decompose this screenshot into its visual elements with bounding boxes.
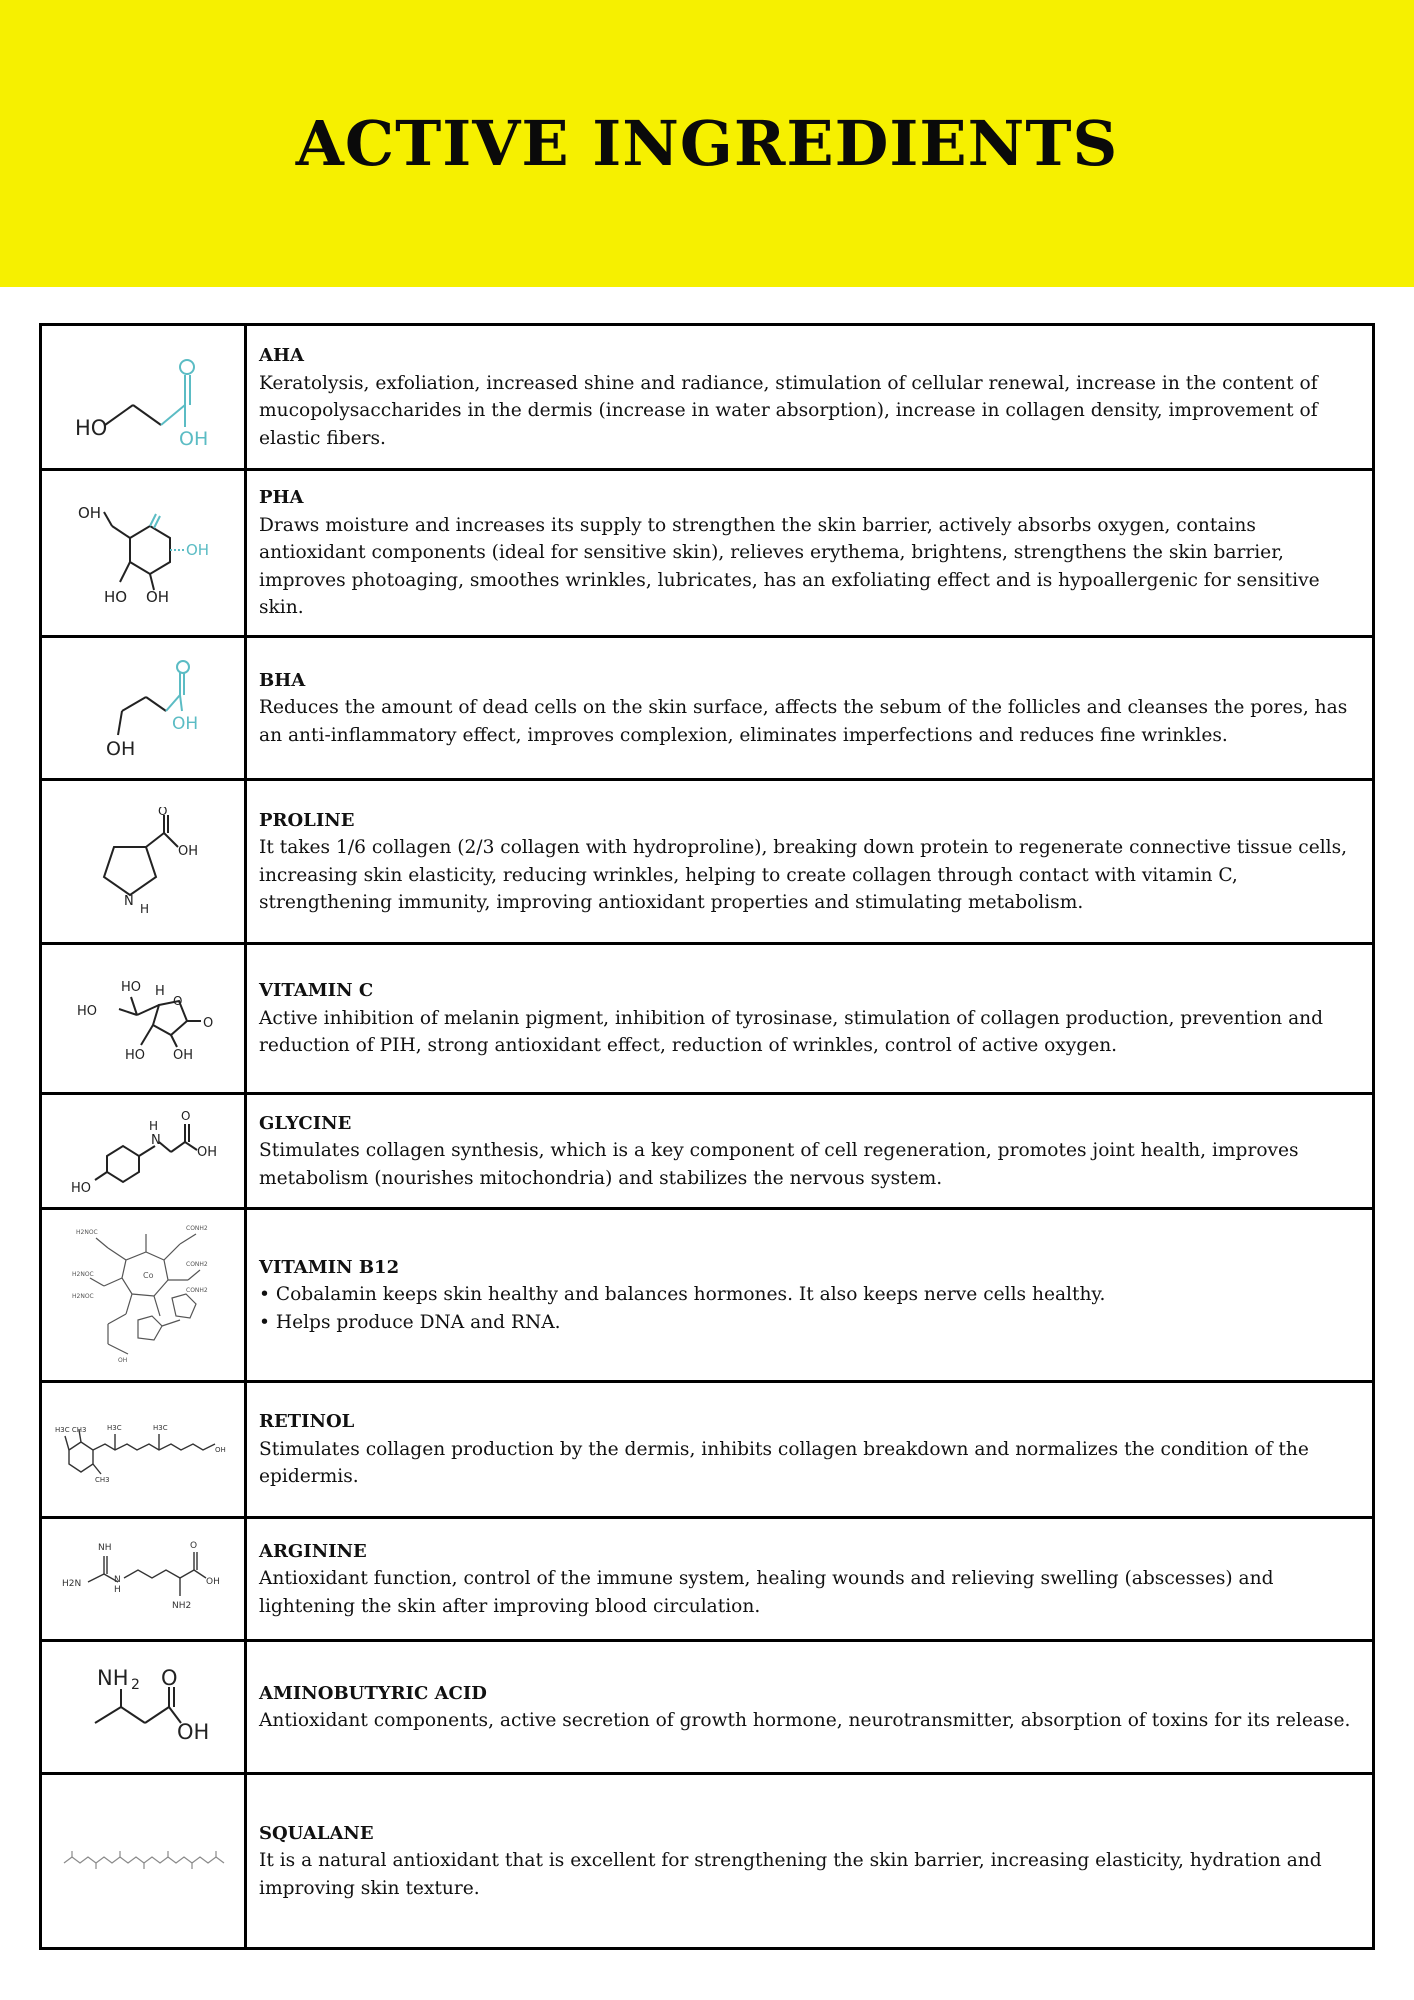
svg-text:CONH2: CONH2 xyxy=(186,1287,208,1294)
svg-text:N: N xyxy=(151,1133,161,1148)
ingredient-description xyxy=(246,780,1374,944)
ingredient-name: SQUALANE xyxy=(259,1822,374,1844)
page-title: ACTIVE INGREDIENTS xyxy=(295,107,1119,180)
svg-text:OH: OH xyxy=(215,1445,226,1454)
svg-text:NH2: NH2 xyxy=(172,1601,192,1611)
ingredient-name: VITAMIN C xyxy=(259,980,374,1002)
svg-text:OH: OH xyxy=(118,1357,128,1364)
svg-text:Co: Co xyxy=(143,1271,154,1280)
proline-structure-icon xyxy=(68,807,218,917)
svg-text:H2NOC: H2NOC xyxy=(72,1271,94,1278)
svg-text:H: H xyxy=(155,983,165,999)
svg-text:OH: OH xyxy=(197,1145,218,1160)
ingredient-description xyxy=(246,637,1374,780)
svg-text:HO: HO xyxy=(75,416,108,440)
ingredient-description xyxy=(246,1094,1374,1209)
ascorbic-acid-structure-icon xyxy=(63,969,223,1069)
svg-text:H: H xyxy=(114,1585,121,1595)
ingredient-name: AMINOBUTYRIC ACID xyxy=(259,1682,487,1704)
table-row xyxy=(41,944,1374,1094)
table-row xyxy=(41,325,1374,470)
ingredient-description xyxy=(246,1641,1374,1774)
ingredient-name: BHA xyxy=(259,669,306,691)
svg-text:OH: OH xyxy=(177,1720,210,1744)
ingredient-description xyxy=(246,1209,1374,1382)
table-row xyxy=(41,780,1374,944)
ingredient-text: It takes 1/6 collagen (2/3 collagen with hydroproline), breaking down protein to regenerate connective tissue cells, increasing skin elasticity, reducing wrinkles, helping to create collagen through contact with vitamin C, strengthening immunity, improving antioxidant properties and stimulating metabolism. xyxy=(259,837,1348,913)
svg-text:NH: NH xyxy=(98,1543,112,1553)
hydroxypropanoic-acid-structure-icon xyxy=(68,653,218,763)
svg-text:O: O xyxy=(181,1109,191,1123)
ingredient-text: Stimulates collagen synthesis, which is a key component of cell regeneration, promotes joint health, improves metabolism (nourishes mitochondria) and stabilizes the nervous system. xyxy=(259,1140,1299,1189)
svg-text:O: O xyxy=(190,1541,198,1551)
glycine-derivative-structure-icon xyxy=(63,1106,223,1196)
ingredient-name: PHA xyxy=(259,487,304,509)
cobalamin-structure-icon xyxy=(68,1220,218,1370)
structure-cell xyxy=(41,637,246,780)
svg-text:N: N xyxy=(114,1575,121,1585)
ingredients-table xyxy=(39,323,1375,1950)
svg-text:HO: HO xyxy=(77,1003,98,1019)
ingredient-name: ARGININE xyxy=(259,1540,367,1562)
svg-text:OH: OH xyxy=(206,1577,220,1587)
svg-text:OH: OH xyxy=(146,588,170,606)
ingredient-name: RETINOL xyxy=(259,1411,355,1433)
svg-text:HO: HO xyxy=(104,588,128,606)
svg-text:H: H xyxy=(149,1119,159,1133)
ingredient-text: Stimulates collagen production by the dermis, inhibits collagen breakdown and normalizes the condition of the epidermis. xyxy=(259,1438,1309,1488)
table-row xyxy=(41,1094,1374,1209)
svg-text:OH: OH xyxy=(178,843,199,859)
svg-text:O: O xyxy=(173,993,183,1008)
table-row xyxy=(41,1518,1374,1641)
svg-text:H2NOC: H2NOC xyxy=(76,1229,98,1236)
table-row xyxy=(41,1641,1374,1774)
svg-text:CH3: CH3 xyxy=(95,1475,110,1484)
ingredient-description xyxy=(246,944,1374,1094)
svg-text:CONH2: CONH2 xyxy=(186,1225,208,1232)
ingredient-text: Active inhibition of melanin pigment, inhibition of tyrosinase, stimulation of collagen production, prevention and reduction of PIH, strong antioxidant effect, reduction of wrinkles, control of active oxygen. xyxy=(259,1007,1324,1057)
table-row xyxy=(41,1774,1374,1949)
ingredient-name: AHA xyxy=(259,345,304,366)
svg-text:H3C: H3C xyxy=(153,1423,168,1432)
svg-text:H3C CH3: H3C CH3 xyxy=(55,1425,87,1434)
structure-cell xyxy=(41,1382,246,1518)
retinol-structure-icon xyxy=(53,1410,233,1490)
ingredient-text: Keratolysis, exfoliation, increased shine and radiance, stimulation of cellular renewal, increase in the content of mucopolysaccharides in the dermis (increase in water absorption), increase in collagen density, improvement of elastic fibers. xyxy=(259,372,1318,449)
ingredient-text: Reduces the amount of dead cells on the skin surface, affects the sebum of the follicles and cleanses the pores, has an anti-inflammatory effect, improves complexion, eliminates imperfections and reduces fine wrinkles. xyxy=(259,697,1348,746)
aminobutyric-acid-structure-icon xyxy=(63,1657,223,1757)
table-row xyxy=(41,637,1374,780)
ingredient-name: PROLINE xyxy=(259,809,355,831)
ingredient-name: VITAMIN B12 xyxy=(259,1256,400,1278)
svg-text:H: H xyxy=(140,901,150,916)
gluconolactone-structure-icon xyxy=(68,498,218,608)
structure-cell xyxy=(41,325,246,470)
svg-text:O: O xyxy=(158,806,168,818)
ingredient-name: GLYCINE xyxy=(259,1112,352,1134)
ingredient-text: Antioxidant components, active secretion of growth hormone, neurotransmitter, absorption of toxins for its release. xyxy=(259,1710,1351,1731)
svg-text:OH: OH xyxy=(179,428,209,447)
svg-text:HO: HO xyxy=(125,1047,146,1063)
ingredient-description xyxy=(246,325,1374,470)
table-row xyxy=(41,1382,1374,1518)
svg-text:OH: OH xyxy=(186,541,210,559)
ingredient-text: Draws moisture and increases its supply to strengthen the skin barrier, actively absorbs oxygen, contains antioxidant components (ideal for sensitive skin), relieves erythema, brightens, strengthens the skin barrier, improves photoaging, smoothes wrinkles, lubricates, has an exfoliating effect and is hypoallergenic for sensitive skin. xyxy=(259,514,1320,619)
ingredient-text: It is a natural antioxidant that is excellent for strengthening the skin barrier, increasing elasticity, hydration and improving skin texture. xyxy=(259,1850,1322,1899)
svg-text:N: N xyxy=(124,893,134,909)
svg-text:HO: HO xyxy=(121,979,142,995)
structure-cell xyxy=(41,1641,246,1774)
svg-text:HO: HO xyxy=(71,1181,92,1196)
structure-cell xyxy=(41,780,246,944)
table-row xyxy=(41,1209,1374,1382)
ingredient-text: Antioxidant function, control of the immune system, healing wounds and relieving swelling (abscesses) and lightening the skin after improving blood circulation. xyxy=(259,1568,1274,1617)
svg-text:H3C: H3C xyxy=(107,1423,122,1432)
svg-text:OH: OH xyxy=(106,738,136,760)
svg-text:CONH2: CONH2 xyxy=(186,1261,208,1268)
svg-text:H2N: H2N xyxy=(62,1579,82,1589)
structure-cell xyxy=(41,1209,246,1382)
squalane-structure-icon xyxy=(58,1841,228,1881)
ingredient-description xyxy=(246,1518,1374,1641)
svg-text:O: O xyxy=(203,1015,214,1031)
svg-text:2: 2 xyxy=(131,1677,140,1693)
structure-cell xyxy=(41,470,246,637)
table-row xyxy=(41,470,1374,637)
ingredient-description xyxy=(246,1774,1374,1949)
svg-text:OH: OH xyxy=(78,504,102,522)
title-banner xyxy=(0,0,1414,287)
ingredient-description xyxy=(246,1382,1374,1518)
svg-text:H2NOC: H2NOC xyxy=(72,1293,94,1300)
svg-text:NH: NH xyxy=(97,1666,129,1690)
svg-text:OH: OH xyxy=(173,1047,194,1063)
structure-cell xyxy=(41,1518,246,1641)
bullet-item: • Cobalamin keeps skin healthy and balances hormones. It also keeps nerve cells healthy. xyxy=(259,1284,1106,1306)
structure-cell xyxy=(41,1774,246,1949)
arginine-structure-icon xyxy=(58,1534,228,1624)
svg-text:O: O xyxy=(161,1666,178,1690)
structure-cell xyxy=(41,944,246,1094)
structure-cell xyxy=(41,1094,246,1209)
svg-text:OH: OH xyxy=(172,714,199,734)
glycolic-acid-structure-icon xyxy=(63,347,223,447)
bullet-item: • Helps produce DNA and RNA. xyxy=(259,1311,561,1333)
ingredient-description xyxy=(246,470,1374,637)
